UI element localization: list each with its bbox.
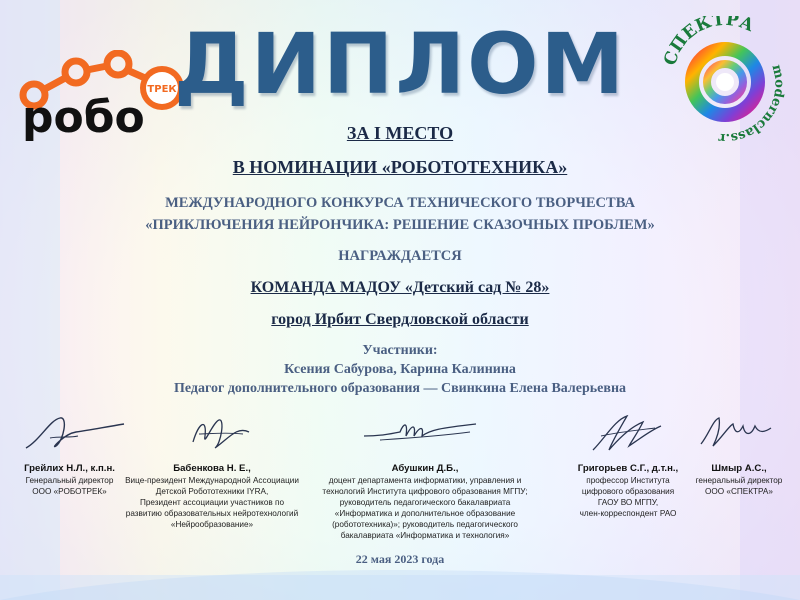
signer-role-line: профессор Института <box>586 476 670 485</box>
signer-role-line: Вице-президент Международной Ассоциации <box>125 476 299 485</box>
trek-badge: ТРЕК <box>147 84 177 95</box>
signer-role-line: цифрового образования <box>581 487 675 496</box>
awarded-line: НАГРАЖДАЕТСЯ <box>338 248 462 264</box>
signer-role-line: «Информатика и дополнительное образование <box>334 509 516 518</box>
signer-role-line: (робототехника)»; руководитель педагогического <box>332 520 518 529</box>
signer-name: Бабенкова Н. Е., <box>173 463 251 474</box>
signer-role-line: «Нейрообразование» <box>170 520 254 529</box>
nomination-line: В НОМИНАЦИИ «РОБОТОТЕХНИКА» <box>232 157 568 177</box>
signer-role-line: Генеральный директор <box>25 476 114 485</box>
signature-shmyr <box>695 408 775 453</box>
signer-role-line: ООО «СПЕКТРА» <box>705 487 773 496</box>
signer-role-line: ГАОУ ВО МГПУ, <box>597 498 659 507</box>
signer-role-line: доцент департамента информатики, управления и <box>328 476 522 485</box>
signer-babenkova <box>112 462 312 530</box>
diploma-title: ДИПЛОМ <box>173 15 627 113</box>
robo-wordmark: робо <box>22 92 145 143</box>
signer-role-line: генеральный директор <box>695 476 783 485</box>
participants-label: Участники: <box>362 343 438 358</box>
signer-shmyr <box>680 462 798 497</box>
signer-name: Грейлих Н.Л., к.п.н. <box>24 463 115 474</box>
spectra-wordmark: СПЕКТРА <box>662 16 757 68</box>
signer-grigoriev <box>558 462 698 519</box>
signer-name: Григорьев С.Г., д.т.н., <box>577 463 679 474</box>
contest-line-1: МЕЖДУНАРОДНОГО КОНКУРСА ТЕХНИЧЕСКОГО ТВОРЧЕСТВА <box>165 195 635 211</box>
signer-role-line: бакалавриата «Информатика и технология» <box>340 531 510 540</box>
signer-role-line: Детской Робототехники IYRA, <box>155 487 269 496</box>
signer-role-line: ООО «РОБОТРЕК» <box>32 487 107 496</box>
city-line: город Ирбит Свердловской области <box>271 311 529 328</box>
signer-role-line: развитию образовательных нейротехнологий <box>125 509 299 518</box>
signer-role-line: технологий Института цифрового образования МГПУ; <box>322 487 528 496</box>
signature-abushkin <box>360 410 480 450</box>
signer-role-line: руководитель педагогического бакалавриата <box>339 498 511 507</box>
signer-name: Шмыр А.С., <box>711 463 767 474</box>
signer-role-line: Президент ассоциации участников по <box>139 498 285 507</box>
signer-name: Абушкин Д.Б., <box>391 463 459 474</box>
teacher-line: Педагог дополнительного образования — Свинкина Елена Валерьевна <box>173 381 627 396</box>
place-line: ЗА I МЕСТО <box>346 123 454 143</box>
signer-role-line: член-корреспондент РАО <box>579 509 677 518</box>
signer-abushkin <box>310 462 540 541</box>
spectra-url: modernclass.r <box>718 63 787 146</box>
diploma-date: 22 мая 2023 года <box>355 552 445 566</box>
team-line: КОМАНДА МАДОУ «Детский сад № 28» <box>250 279 550 296</box>
signature-babenkova <box>185 412 255 454</box>
signature-greylikh <box>20 410 130 455</box>
participants-names: Ксения Сабурова, Карина Калинина <box>284 362 516 377</box>
contest-line-2: «ПРИКЛЮЧЕНИЯ НЕЙРОНЧИКА: РЕШЕНИЕ СКАЗОЧНЫХ ПРОБЛЕМ» <box>145 217 655 233</box>
signature-grigoriev <box>585 410 665 455</box>
